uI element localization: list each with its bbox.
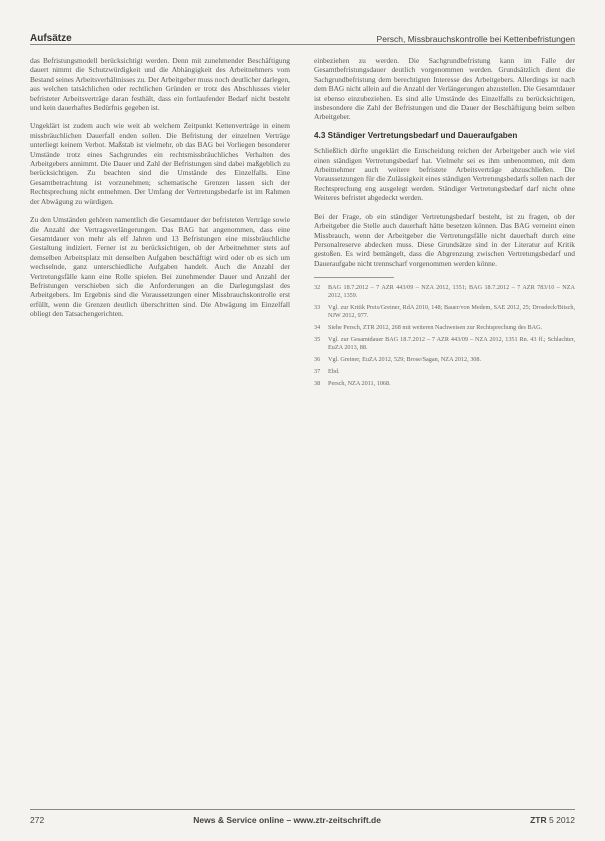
footnote-number: 35 [314,336,321,344]
page-header [30,28,575,45]
page-number: 272 [30,815,45,825]
footnote [314,324,575,332]
footnote [314,356,575,364]
body-paragraph: Ungeklärt ist zudem auch wie weit ab welchem Zeitpunkt Kettenverträge in einem missbräuchlichen Dauerfall enden sollen. Die Befristung der einzelnen Verträge unterliegt keinem Verbot. Maßstab ist vielmehr, ob das BAG bei Vorliegen besonderer Umstände trotz eines Sachgrundes ein rechtsmissbräuchliches Verhalten des Arbeitgebers annimmt. Die Dauer und Zahl der Befristungen sind dabei maßgeblich zu berücksichtigen. Zu beachten sind die Umstände des Einzelfalls. Eine Gesamtbetrachtung ist vorzunehmen; schematische Grenzen lassen sich der Rechtsprechung nicht entnehmen. Der Umfang der Vertretungsbedarfe ist im Rahmen der Abwägung zu würdigen. [30,121,290,206]
body-paragraph: das Befristungsmodell berücksichtigt werden. Denn mit zunehmender Beschäftigung dauert nimmt die Schutzwürdigkeit und die Abhängigkeit des Arbeitnehmers vom Bestand seines Arbeitsverhältnisses zu. Der Arbeitgeber muss noch deutlicher darlegen, aus welchen tatsächlichen oder rechtlichen Gründen er trotz des Abschlusses vieler befristeter Arbeitsverträge daran festhält, dass ein fortlaufender Bedarf nicht besteht und kein dauerhaftes Bedürfnis gegeben ist. [30,56,290,113]
footnote-number: 33 [314,304,321,312]
footnote-number: 34 [314,324,321,332]
footnote-text: BAG 18.7.2012 – 7 AZR 443/09 – NZA 2012, 1351; BAG 18.7.2012 – 7 AZR 783/10 – NZA 2012, 1359. [328,284,575,300]
body-paragraph: Schließlich dürfte ungeklärt die Entscheidung reichen der Arbeitgeber auch wie viel einen ständigen Vertretungsbedarf hat. Vielmehr sei es ihm unbenommen, mit dem Arbeitnehmer auch weitere befristete Arbeitsverträge abzuschließen. Die Voraussetzungen für die Zulässigkeit eines ständigen Vertretungsbedarfs sollen nach der Rechtsprechung eng ausgelegt werden. Ständiger Vertretungsbedarf darf nicht ohne Weiteres befristet abgedeckt werden. [314,146,575,203]
website-link[interactable]: News & Service online – www.ztr-zeitschrift.de [193,815,381,825]
body-paragraph: einbeziehen zu werden. Die Sachgrundbefristung kann im Falle der Gesamtbefristungsdauer deutlich vorgenommen werden. Grundsätzlich dient die Sachgrundbefristung dem berechtigten Interesse des Arbeitgebers. Allerdings ist nach dem BAG nicht allein auf die Anzahl der Verlängerungen abzustellen. Die Gesamtdauer ist ebenso einzubeziehen. Es sind alle Umstände des Einzelfalls zu berücksichtigen, insbesondere die Zahl der Befristungen und die Dauer der Beschäftigung beim selben Arbeitgeber. [314,56,575,122]
footnote [314,380,575,388]
footnote-divider [314,277,394,278]
body-paragraph: Bei der Frage, ob ein ständiger Vertretungsbedarf besteht, ist zu fragen, ob der Arbeitgeber die Stelle auch dauerhaft hätte besetzen können. Das BAG verneint einen Missbrauch, wenn der Arbeitgeber die Vertretungsfälle nicht dauerhaft durch eine Personalreserve abdecken muss. Diese Grundsätze sind in der Literatur auf Kritik gestoßen. Es wird bemängelt, dass die Abgrenzung zwischen Vertretungsbedarf und Daueraufgabe nicht trennscharf vorgenommen werden könne. [314,211,575,268]
page-footer [30,809,575,827]
footnote-text: Vgl. zur Kritik Preis/Greiner, RdA 2010, 148; Bauer/von Medem, SAE 2012, 25; Drosdeck/Bitsch, NJW 2012, 977. [328,304,575,320]
footnote-text: Vgl. zur Gesamtdauer BAG 18.7.2012 – 7 AZR 443/09 – NZA 2012, 1351 Rn. 43 ff.; Schlachter, EuZA 2013, 88. [328,336,575,352]
body-paragraph: Zu den Umständen gehören namentlich die Gesamtdauer der befristeten Verträge sowie die Anzahl der Vertragsverlängerungen. Das BAG hat angenommen, dass eine Gesamtdauer von mehr als elf Jahren und 13 Befristungen eine missbräuchliche Gestaltung indiziert. Ferner ist zu berücksichtigen, ob der Arbeitnehmer stets auf demselben Arbeitsplatz mit denselben Aufgaben beschäftigt wird oder ob es sich um wechselnde, ganz unterschiedliche Aufgaben handelt. Auch die Anzahl der Vertretungsfälle kann eine Rolle spielen. Bei zunehmender Dauer und Anzahl der Befristungen verschieben sich die Anforderungen an die Darlegungslast des Arbeitgebers. Im Ergebnis sind die Voraussetzungen einer Missbrauchskontrolle erst erfüllt, wenn die Grenzen deutlich überschritten sind. Die Abwägung im Einzelfall obliegt den Tatsachengerichten. [30,215,290,319]
footnote [314,304,575,320]
journal-name: ZTR [530,815,547,825]
footnote-list [314,284,575,388]
left-column [30,56,290,798]
section-heading: 4.3 Ständiger Vertretungsbedarf und Daueraufgaben [314,130,518,140]
footnote-number: 32 [314,284,321,292]
footnote-number: 37 [314,368,321,376]
footnote [314,336,575,352]
section-label: Aufsätze [30,33,72,44]
footnote-number: 36 [314,356,321,364]
footnote-text: Ebd. [328,368,340,376]
footnote-text: Siehe Persch, ZTR 2012, 268 mit weiteren Nachweisen zur Rechtsprechung des BAG. [328,324,543,332]
right-column [314,56,575,798]
footnote [314,284,575,300]
footnote-number: 38 [314,380,321,388]
footnote-text: Persch, NZA 2011, 1068. [328,380,391,388]
footnote-text: Vgl. Greiner, EuZA 2012, 529; Brose/Sagan, NZA 2012, 308. [328,356,482,364]
running-title: Persch, Missbrauchskontrolle bei Kettenbefristungen [376,34,575,44]
footnote [314,368,575,376]
issue-number: 5 2012 [549,815,575,825]
journal-issue [530,815,575,825]
